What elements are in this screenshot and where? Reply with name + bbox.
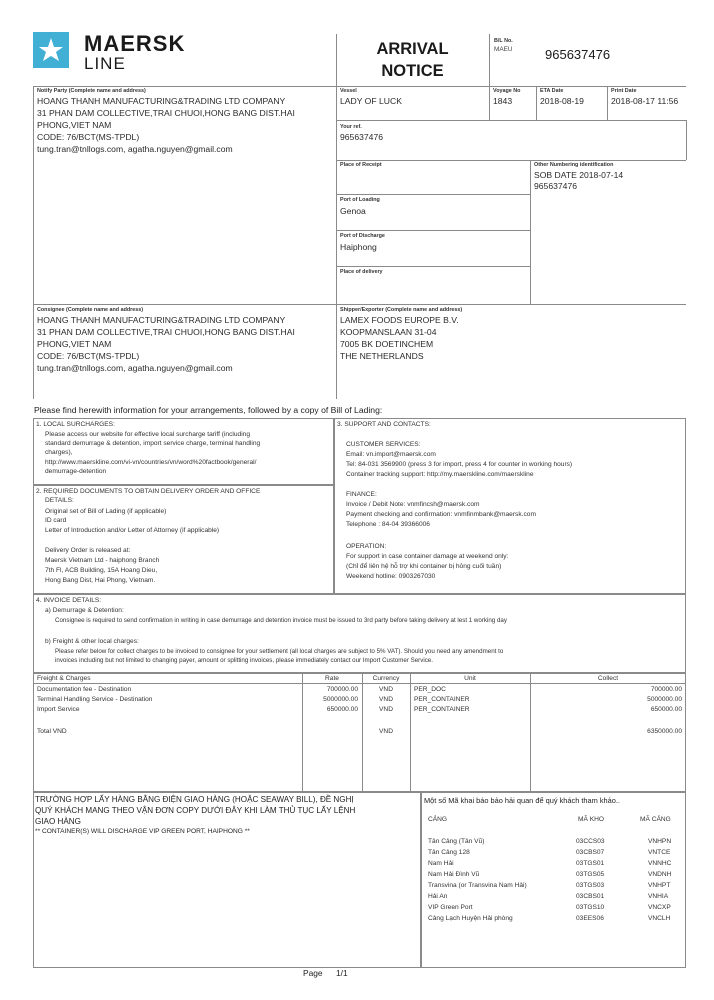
local-surcharges-link[interactable]: demurrage-detention (45, 468, 107, 475)
local-surcharges-title: 1. LOCAL SURCHARGES: (36, 421, 115, 428)
customs-port: Nam Hải Đình Vũ (428, 871, 480, 878)
consignee-line: CODE: 76/BCT(MS-TPDL) (37, 351, 140, 361)
notify-party-label: Notify Party (Complete name and address) (37, 88, 146, 94)
grid-line (607, 86, 608, 120)
invoice-details-title: 4. INVOICE DETAILS: (36, 597, 102, 604)
customs-code: 03CCS03 (576, 838, 605, 845)
customs-code: 03TGS10 (576, 904, 605, 911)
customs-port-code: VNHPT (648, 882, 671, 889)
grid-line (536, 86, 537, 120)
total-collect: 6350000.00 (647, 728, 682, 735)
charge-currency: VND (379, 686, 393, 693)
place-of-receipt-label: Place of Receipt (340, 162, 382, 168)
customs-code: 03CBS01 (576, 893, 605, 900)
grid-line (33, 304, 686, 305)
support-line: For support in case container damage at weekend only: (346, 553, 509, 560)
customs-header-port: CẢNG (428, 816, 448, 823)
star-icon (33, 32, 69, 68)
notify-party-line: tung.tran@tnllogs.com, agatha.nguyen@gmail.com (37, 144, 233, 154)
grid-line (336, 160, 686, 161)
bl-label: B/L No. (494, 38, 513, 44)
intro-text: Please find herewith information for your arrangements, followed by a copy of Bill of Lading: (34, 405, 383, 415)
required-docs-line: Original set of Bill of Lading (if applicable) (45, 508, 167, 515)
customs-port-code: VNCLH (648, 915, 671, 922)
support-line: Tel: 84-031 3569900 (press 3 for import, press 4 for counter in working hours) (346, 461, 573, 468)
total-currency: VND (379, 728, 393, 735)
charge-collect: 650000.00 (650, 706, 682, 713)
charges-header-rate: Rate (325, 675, 339, 682)
required-docs-line: 7th Fl, ACB Building, 15A Hoang Dieu, (45, 567, 158, 574)
charge-unit: PER_DOC (414, 686, 446, 693)
other-numbering-label: Other Numbering identification (534, 162, 614, 168)
required-docs-line: Delivery Order is released at: (45, 547, 131, 554)
customs-port: Transvina (or Transvina Nam Hải) (428, 882, 527, 889)
notify-party-line: 31 PHAN DAM COLLECTIVE,TRAI CHUOI,HONG BANG DIST.HAI (37, 108, 295, 118)
charges-header-collect: Collect (597, 675, 619, 682)
charge-collect: 700000.00 (650, 686, 682, 693)
customs-port: Nam Hải (428, 860, 454, 867)
grid-line (686, 120, 687, 160)
customs-code: 03TGS05 (576, 871, 605, 878)
support-line[interactable]: Container tracking support: http://my.maerskline.com/maerskline (346, 471, 534, 478)
charges-header-unit: Unit (464, 675, 476, 682)
grid-line (489, 34, 490, 120)
charge-currency: VND (379, 706, 393, 713)
vessel-label: Vessel (340, 88, 357, 94)
support-line: Telephone : 84-04 39366006 (346, 521, 430, 528)
invoice-b-text: Please refer below for collect charges to be invoiced to consignee for your settlement (all local charges are subject to 5% VAT). Should you need any amendment to (55, 648, 504, 655)
title-line2: NOTICE (381, 62, 444, 80)
customs-code: 03TGS03 (576, 882, 605, 889)
consignee-line: HOANG THANH MANUFACTURING&TRADING LTD COMPANY (37, 315, 286, 325)
grid-line (33, 86, 34, 399)
support-title: 3. SUPPORT AND CONTACTS: (337, 421, 431, 428)
customs-port-code: VNNHC (648, 860, 672, 867)
customs-port: Tân Cảng (Tân Vũ) (428, 838, 485, 845)
invoice-b-text: invoices including but not limited to changing payer, amount or splitting invoices, please immediately contact our Import Customer Service. (55, 657, 433, 664)
page-label: Page (303, 968, 323, 978)
customs-port-code: VNTCE (648, 849, 671, 856)
grid-line (336, 230, 530, 231)
title-line1: ARRIVAL (376, 40, 449, 58)
required-docs-line: Letter of Introduction and/or Letter of Attorney (if applicable) (45, 527, 220, 534)
notify-party-line: HOANG THANH MANUFACTURING&TRADING LTD COMPANY (37, 96, 286, 106)
charge-unit: PER_CONTAINER (414, 706, 470, 713)
customs-port: Tân Cảng 128 (428, 849, 470, 856)
seaway-notice-line: QUÝ KHÁCH MANG THEO VẬN ĐƠN COPY DƯỚI ĐÂY KHI LÀM THỦ TỤC LẤY LỆNH (35, 806, 356, 815)
seaway-notice-box (33, 792, 421, 968)
shipper-line: KOOPMANSLAAN 31-04 (340, 327, 437, 337)
local-surcharges-link[interactable]: http://www.maerskline.com/vi-vn/countries/vn/word%20factbook/general/ (45, 459, 257, 466)
charge-rate: 650000.00 (326, 706, 358, 713)
support-line: Weekend hotline: 0903267030 (346, 573, 436, 580)
support-line[interactable]: Email: vn.import@maersk.com (346, 451, 436, 458)
your-ref-label: Your ref. (340, 124, 362, 130)
consignee-line: 31 PHAN DAM COLLECTIVE,TRAI CHUOI,HONG BANG DIST.HAI (37, 327, 295, 337)
voyage-label: Voyage No (493, 88, 521, 94)
voyage-value: 1843 (493, 96, 513, 106)
seaway-notice-line: GIAO HÀNG (35, 817, 81, 826)
other-numbering-line: SOB DATE 2018-07-14 (534, 170, 624, 180)
customs-port-code: VNCXP (648, 904, 671, 911)
customs-port: VIP Green Port (428, 904, 473, 911)
port-of-discharge-label: Port of Discharge (340, 233, 385, 239)
logo-brand: MAERSK (84, 31, 186, 56)
charge-name: Import Service (37, 706, 80, 713)
your-ref-value: 965637476 (340, 132, 384, 142)
charge-unit: PER_CONTAINER (414, 696, 470, 703)
customs-port: Cảng Lạch Huyện Hải phòng (428, 915, 513, 922)
seaway-notice-line: TRƯỜNG HỢP LẤY HÀNG BẰNG ĐIỆN GIAO HÀNG (HOẶC SEAWAY BILL), ĐỀ NGHỊ (35, 795, 354, 804)
invoice-b-title: b) Freight & other local charges: (45, 638, 139, 645)
support-line: FINANCE: (346, 491, 377, 498)
grid-line (33, 86, 686, 87)
support-line[interactable]: Payment checking and confirmation: vnmfinmbank@maersk.com (346, 511, 536, 518)
customs-title: Một số Mã khai báo bảo hải quan để quý khách tham khảo.. (424, 796, 620, 805)
customs-code: 03TGS01 (576, 860, 605, 867)
customs-port-code: VNDNH (648, 871, 672, 878)
shipper-label: Shipper/Exporter (Complete name and address) (340, 307, 463, 313)
support-line[interactable]: Invoice / Debit Note: vnmfincsh@maersk.com (346, 501, 480, 508)
notify-party-line: CODE: 76/BCT(MS-TPDL) (37, 132, 140, 142)
eta-label: ETA Date (540, 88, 564, 94)
bl-number: 965637476 (545, 47, 611, 62)
charges-header-currency: Currency (372, 675, 400, 682)
invoice-a-title: a) Demurrage & Detention: (45, 607, 124, 614)
print-date-value: 2018-08-17 11:56 (611, 96, 679, 106)
grid-line (336, 194, 530, 195)
shipper-line: 7005 BK DOETINCHEM (340, 339, 434, 349)
vessel-value: LADY OF LUCK (340, 96, 402, 106)
place-of-delivery-label: Place of delivery (340, 269, 383, 275)
total-name: Total VND (37, 728, 67, 735)
seaway-notice-note: ** CONTAINER(S) WILL DISCHARGE VIP GREEN PORT, HAIPHONG ** (35, 828, 250, 835)
customs-code: 03CBS07 (576, 849, 605, 856)
invoice-a-text: Consignee is required to send confirmation in writing in case demurrage and detention invoice must be issued to 3rd party before taking delivery at lest 1 working day (55, 617, 507, 624)
required-docs-line: Maersk Vietnam Ltd - haiphong Branch (45, 557, 160, 564)
charge-name: Terminal Handling Service - Destination (37, 696, 153, 703)
consignee-label: Consignee (Complete name and address) (37, 307, 144, 313)
customs-port: Hải An (428, 893, 448, 900)
support-line: CUSTOMER SERVICES: (346, 441, 421, 448)
charges-header-name: Freight & Charges (37, 675, 91, 682)
charge-currency: VND (379, 696, 393, 703)
customs-port-code: VNHPN (648, 838, 672, 845)
charge-rate: 700000.00 (326, 686, 358, 693)
local-surcharges-line: charges), (45, 449, 73, 456)
other-numbering-line: 965637476 (534, 181, 578, 191)
local-surcharges-line: standard demurrage & detention, import service charge, terminal handling (45, 440, 261, 447)
charge-name: Documentation fee - Destination (37, 686, 132, 693)
required-docs-line: ID card (45, 517, 67, 524)
customs-port-code: VNHIA (648, 893, 669, 900)
maersk-logo (33, 32, 69, 68)
customs-header-port-code: MÃ CẢNG (640, 816, 671, 823)
consignee-line: PHONG,VIET NAM (37, 339, 112, 349)
grid-line (336, 34, 337, 399)
shipper-line: THE NETHERLANDS (340, 351, 424, 361)
port-of-loading-label: Port of Loading (340, 197, 380, 203)
grid-line (336, 266, 530, 267)
bl-prefix: MAEU (494, 46, 513, 53)
customs-code: 03EES06 (576, 915, 604, 922)
logo-sub: LINE (84, 54, 126, 73)
required-docs-title: DETAILS: (45, 497, 74, 504)
grid-line (530, 160, 531, 304)
required-docs-title: 2. REQUIRED DOCUMENTS TO OBTAIN DELIVERY ORDER AND OFFICE (36, 488, 261, 495)
charge-collect: 5000000.00 (647, 696, 682, 703)
charge-rate: 5000000.00 (323, 696, 358, 703)
support-line: OPERATION: (346, 543, 387, 550)
eta-value: 2018-08-19 (540, 96, 584, 106)
consignee-line: tung.tran@tnllogs.com, agatha.nguyen@gmail.com (37, 363, 233, 373)
grid-line (336, 120, 686, 121)
port-of-discharge-value: Haiphong (340, 242, 377, 252)
port-of-loading-value: Genoa (340, 206, 366, 216)
support-line: (Chỉ để liên hệ hỗ trợ khi container bị hỏng cuối tuần) (346, 563, 502, 570)
grid-line (410, 673, 411, 792)
shipper-line: LAMEX FOODS EUROPE B.V. (340, 315, 459, 325)
print-date-label: Print Date (611, 88, 637, 94)
customs-header-code: MÃ KHO (578, 816, 605, 823)
page-number: 1/1 (336, 968, 348, 978)
local-surcharges-line: Please access our website for effective local surcharge tariff (including (45, 431, 250, 438)
required-docs-line: Hong Bang Dist, Hai Phong, Vietnam. (45, 577, 156, 584)
notify-party-line: PHONG,VIET NAM (37, 120, 112, 130)
